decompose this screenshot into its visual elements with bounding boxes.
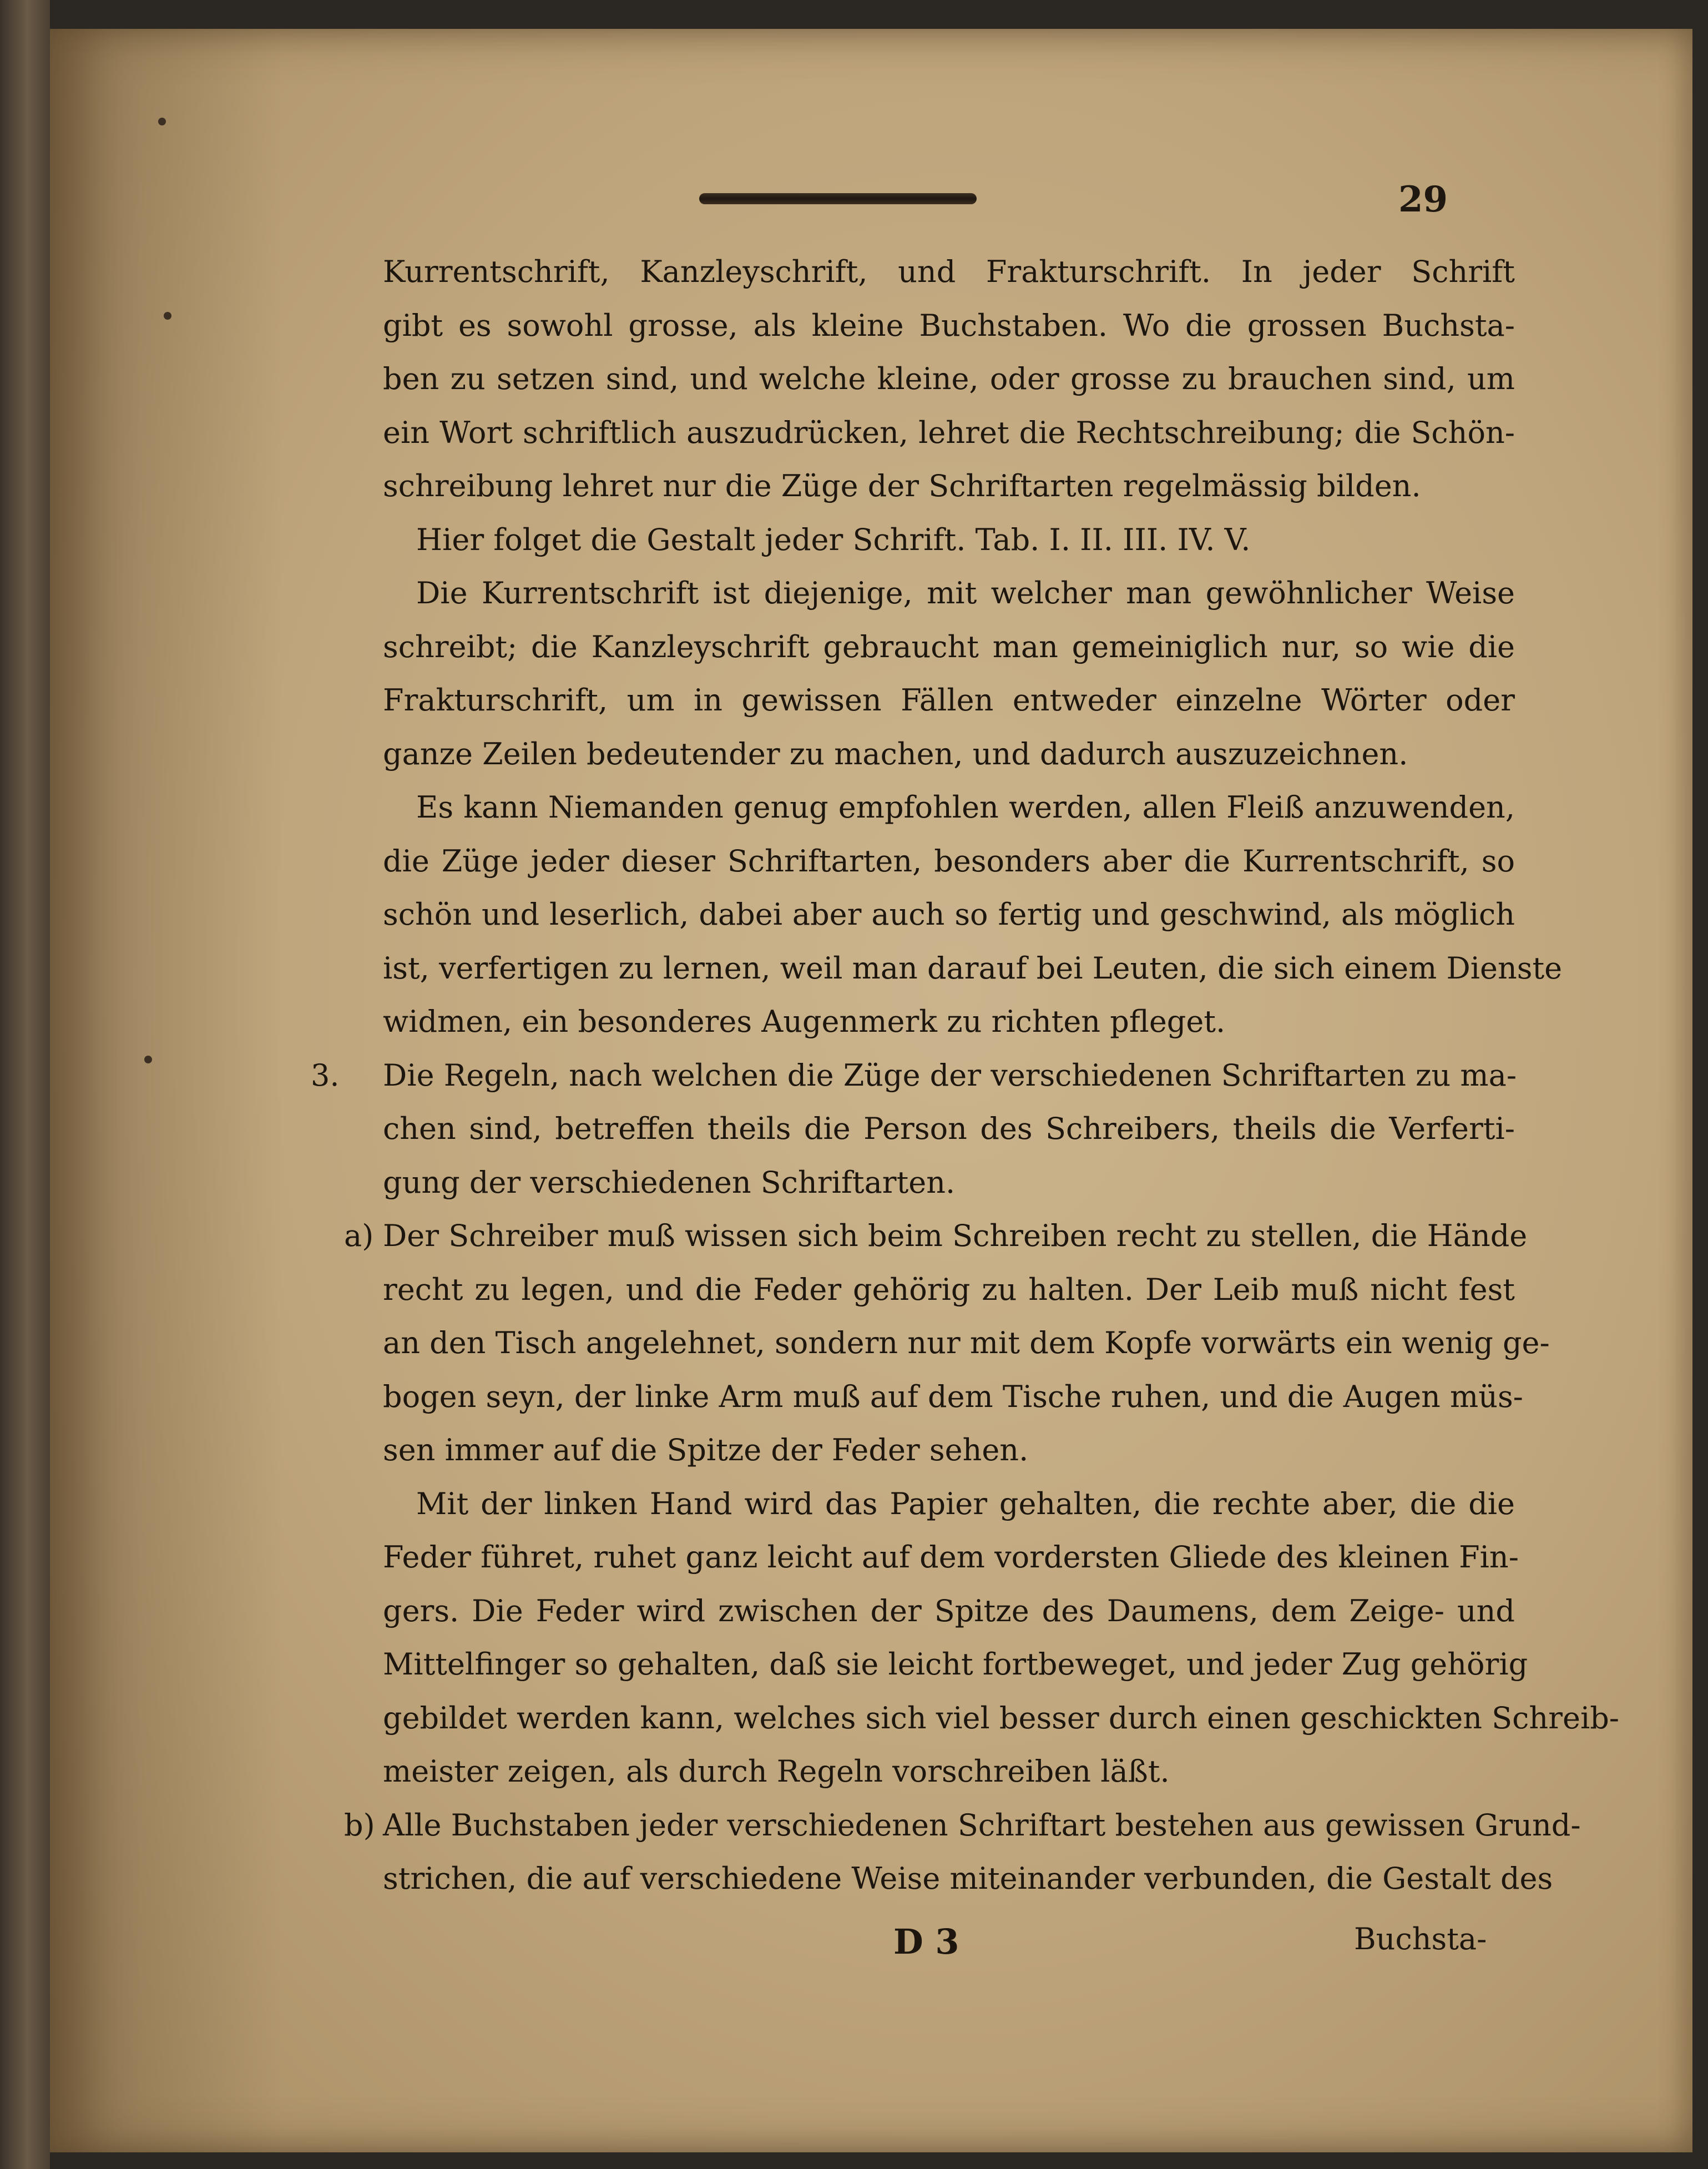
book-page [50, 29, 1692, 2152]
ink-speck [158, 118, 166, 125]
item-b-marker: b) [344, 1807, 375, 1843]
text-line: gers. Die Feder wird zwischen der Spitze des Daumens, dem Zeige- und [383, 1593, 1515, 1628]
text-line: gebildet werden kann, welches sich viel besser durch einen geschickten Schreib- [383, 1700, 1620, 1736]
item-a-line: a) Der Schreiber muß wissen sich beim Schreiben recht zu stellen, die Hände [383, 1209, 1515, 1263]
item-a-marker: a) [344, 1218, 374, 1253]
text-line: strichen, die auf verschiedene Weise miteinander verbunden, die Gestalt des [383, 1861, 1553, 1896]
header-ornament-rule [699, 193, 977, 204]
text-line: an den Tisch angelehnet, sondern nur mit dem Kopfe vorwärts ein wenig ge- [383, 1325, 1550, 1360]
text-line: Die Kurrentschrift ist diejenige, mit welcher man gewöhnlicher Weise [416, 576, 1515, 611]
text-line: recht zu legen, und die Feder gehörig zu halten. Der Leib muß nicht fest [383, 1272, 1515, 1307]
text-line: ganze Zeilen bedeutender zu machen, und dadurch auszuzeichnen. [383, 736, 1408, 771]
ink-speck [164, 312, 171, 320]
text-line: Mittelfinger so gehalten, daß sie leicht fortbeweget, und jeder Zug gehörig [383, 1647, 1528, 1682]
catchword: Buchsta- [1354, 1921, 1487, 1956]
text-line: widmen, ein besonderes Augenmerk zu richten pfleget. [383, 1004, 1226, 1039]
text-line: schreibung lehret nur die Züge der Schriftarten regelmässig bilden. [383, 468, 1421, 503]
text-line: gibt es sowohl grosse, als kleine Buchstaben. Wo die grossen Buchsta- [383, 307, 1515, 343]
body-text [311, 245, 1620, 1906]
text-line: ist, verfertigen zu lernen, weil man darauf bei Leuten, die sich einem Dienste [383, 950, 1563, 986]
text-line: gung der verschiedenen Schriftarten. [383, 1164, 956, 1200]
text-line: Es kann Niemanden genug empfohlen werden, allen Fleiß anzuwenden, [416, 790, 1515, 825]
text-line: chen sind, betreffen theils die Person des Schreibers, theils die Verferti- [383, 1111, 1515, 1146]
text-line: schön und leserlich, dabei aber auch so fertig und geschwind, als möglich [383, 897, 1515, 932]
facing-page-edge [0, 0, 50, 2169]
text-line: ben zu setzen sind, und welche kleine, oder grosse zu brauchen sind, um [383, 361, 1515, 396]
text-line: sen immer auf die Spitze der Feder sehen. [383, 1432, 1029, 1467]
section-number: 3. [311, 1057, 340, 1093]
text-line: schreibt; die Kanzleyschrift gebraucht man gemeiniglich nur, so wie die [383, 629, 1515, 664]
page-gutter-shadow [50, 29, 283, 2152]
text-line: Feder führet, ruhet ganz leicht auf dem vordersten Gliede des kleinen Fin- [383, 1540, 1519, 1575]
item-b-line: b) Alle Buchstaben jeder verschiedenen Schriftart bestehen aus gewissen Grund- [383, 1799, 1515, 1853]
text-line: ein Wort schriftlich auszudrücken, lehret die Rechtschreibung; die Schön- [383, 415, 1515, 450]
text-line: Kurrentschrift, Kanzleyschrift, und Frakturschrift. In jeder Schrift [383, 254, 1515, 289]
text-line: Frakturschrift, um in gewissen Fällen entweder einzelne Wörter oder [383, 683, 1515, 718]
signature-mark: D 3 [893, 1921, 959, 1962]
section-line: 3. Die Regeln, nach welchen die Züge der verschiedenen Schriftarten zu ma- [383, 1049, 1515, 1103]
ink-speck [144, 1056, 152, 1063]
text-line: meister zeigen, als durch Regeln vorschreiben läßt. [383, 1754, 1170, 1789]
text-line: bogen seyn, der linke Arm muß auf dem Tische ruhen, und die Augen müs- [383, 1379, 1523, 1414]
text-line: Hier folget die Gestalt jeder Schrift. Tab. I. II. III. IV. V. [416, 522, 1251, 557]
page-number: 29 [1398, 179, 1448, 220]
text-line: die Züge jeder dieser Schriftarten, besonders aber die Kurrentschrift, so [383, 843, 1515, 879]
text-line: Mit der linken Hand wird das Papier gehalten, die rechte aber, die die [416, 1486, 1515, 1521]
